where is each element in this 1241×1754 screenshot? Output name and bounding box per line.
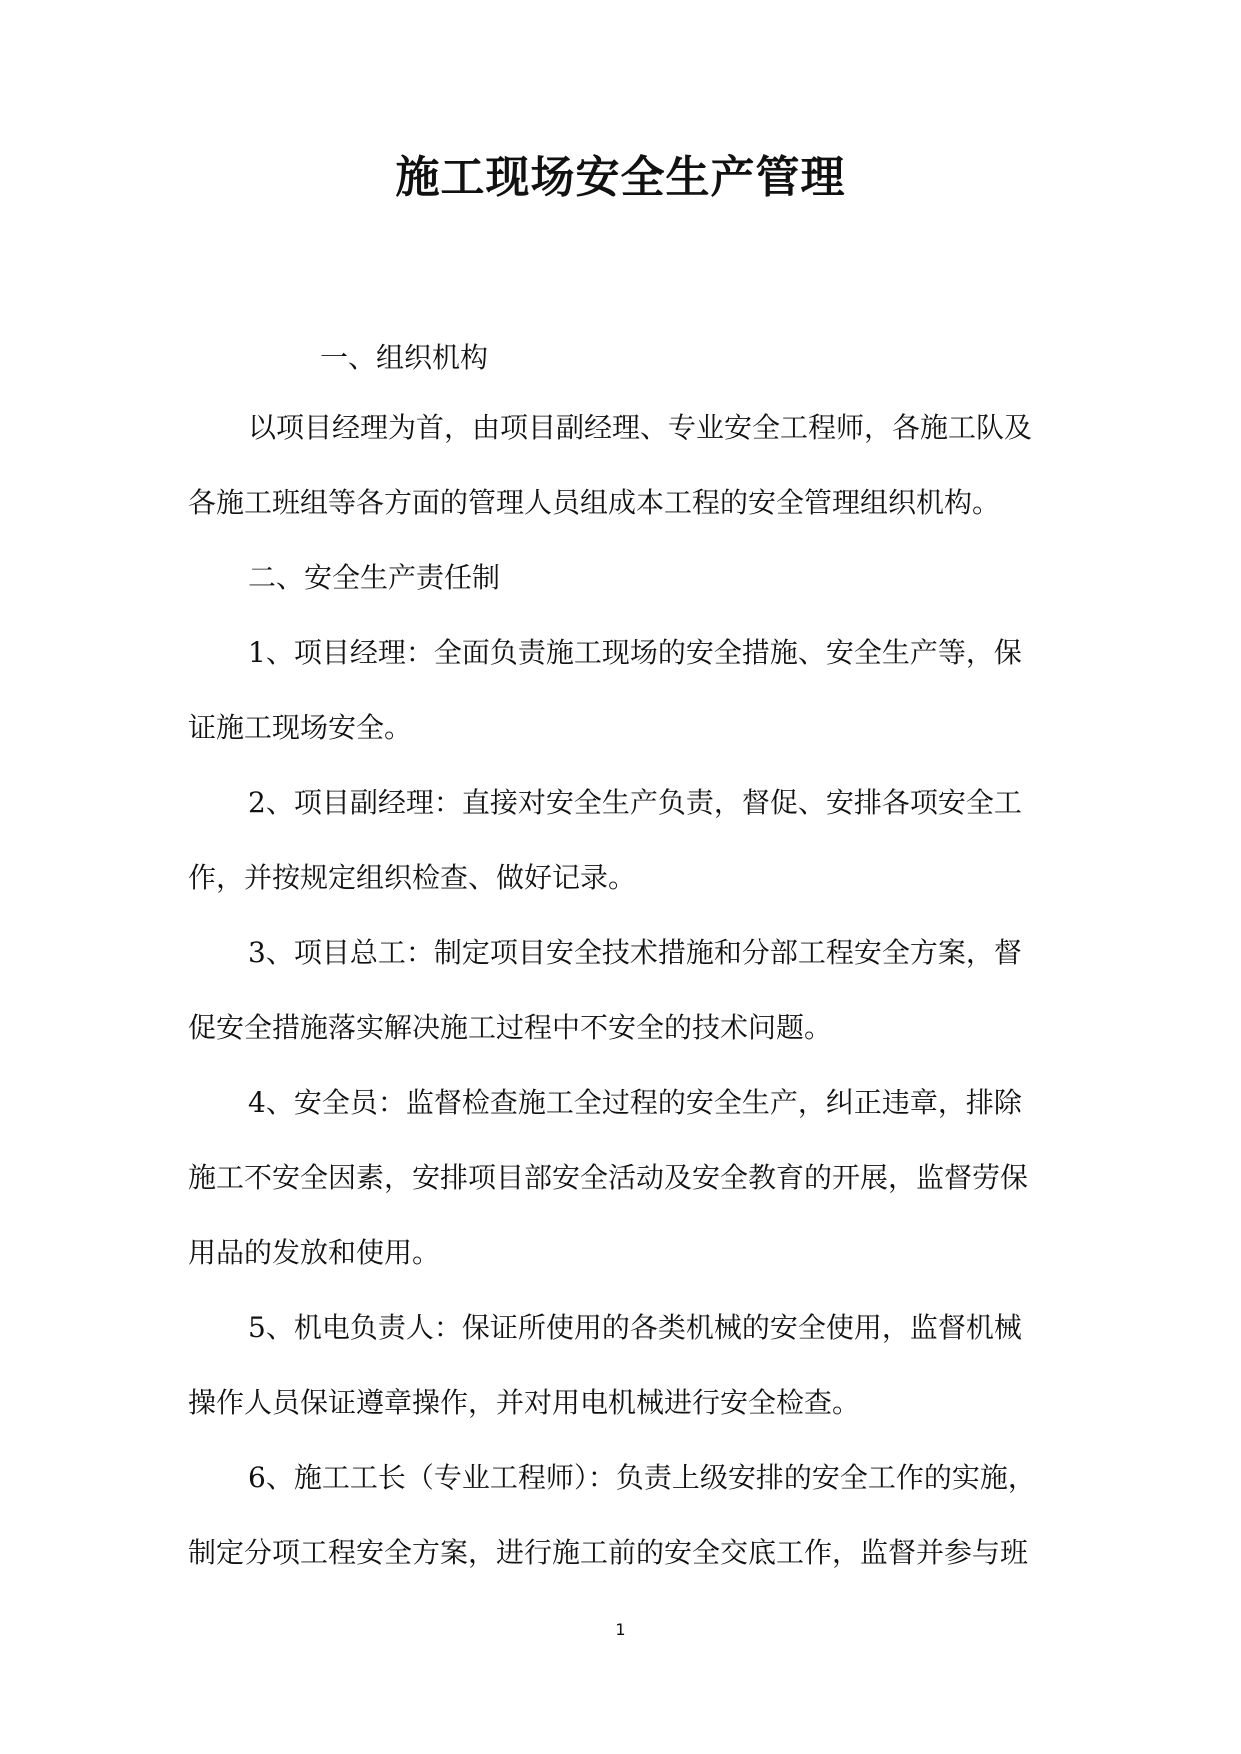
paragraph-line: 促安全措施落实解决施工过程中不安全的技术问题。 bbox=[188, 1011, 833, 1044]
paragraph-line: 3、项目总工：制定项目安全技术措施和分部工程安全方案，督 bbox=[248, 936, 1022, 969]
paragraph-line: 制定分项工程安全方案，进行施工前的安全交底工作，监督并参与班 bbox=[188, 1536, 1029, 1569]
document-title: 施工现场安全生产管理 bbox=[395, 152, 846, 203]
paragraph-line: 施工不安全因素，安排项目部安全活动及安全教育的开展，监督劳保 bbox=[188, 1161, 1029, 1194]
paragraph-line: 操作人员保证遵章操作，并对用电机械进行安全检查。 bbox=[188, 1386, 861, 1419]
paragraph-line: 5、机电负责人：保证所使用的各类机械的安全使用，监督机械 bbox=[248, 1311, 1022, 1344]
paragraph-line: 证施工现场安全。 bbox=[188, 711, 413, 744]
paragraph-line: 4、安全员：监督检查施工全过程的安全生产，纠正违章，排除 bbox=[248, 1086, 1022, 1119]
paragraph-line: 6、施工工长（专业工程师）：负责上级安排的安全工作的实施， bbox=[248, 1461, 1036, 1494]
paragraph-line: 用品的发放和使用。 bbox=[188, 1236, 441, 1269]
paragraph-line: 1、项目经理：全面负责施工现场的安全措施、安全生产等，保 bbox=[248, 636, 1022, 669]
section-heading-organization: 一、组织机构 bbox=[320, 341, 489, 374]
paragraph-line: 作，并按规定组织检查、做好记录。 bbox=[188, 861, 637, 894]
paragraph-line: 2、项目副经理：直接对安全生产负责，督促、安排各项安全工 bbox=[248, 786, 1022, 819]
paragraph-line: 以项目经理为首，由项目副经理、专业安全工程师，各施工队及 bbox=[248, 411, 1033, 444]
page-number: 1 bbox=[615, 1620, 626, 1639]
paragraph-line: 各施工班组等各方面的管理人员组成本工程的安全管理组织机构。 bbox=[188, 486, 1001, 519]
section-heading-responsibility: 二、安全生产责任制 bbox=[248, 561, 501, 594]
